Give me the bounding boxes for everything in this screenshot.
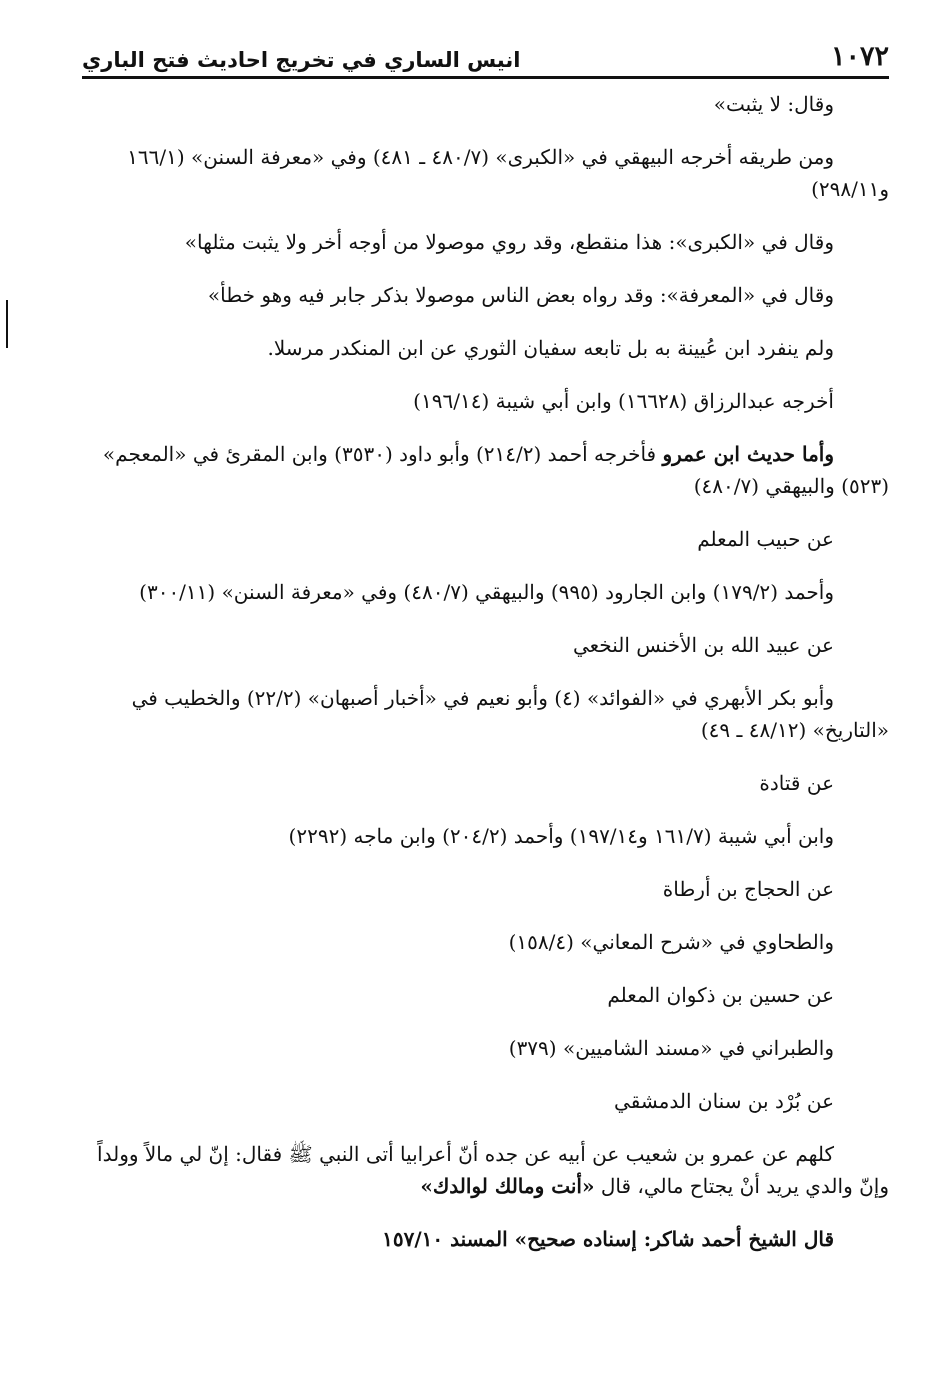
paragraph: ولم ينفرد ابن عُيينة به بل تابعه سفيان الثوري عن ابن المنكدر مرسلا.	[267, 336, 834, 360]
page-number: ١٠٧٢	[830, 41, 889, 72]
running-title: انيس الساري في تخريج احاديث فتح الباري	[82, 48, 521, 72]
paragraph: وأبو بكر الأبهري في «الفوائد» (٤) وأبو نعيم في «أخبار أصبهان» (٢٢/٢) والخطيب في «التاريخ» (٤٨/١٢ ـ ٤٩)	[131, 686, 889, 742]
hadith-quote: «أنت ومالك لوالدك»	[420, 1174, 595, 1198]
margin-mark	[6, 300, 8, 348]
paragraph: والطحاوي في «شرح المعاني» (١٥٨/٤)	[508, 930, 834, 954]
paragraph: قال الشيخ أحمد شاكر: إسناده صحيح» المسند ١٥٧/١٠	[382, 1227, 834, 1251]
page-body	[82, 88, 889, 1276]
paragraph: كلهم عن عمرو بن شعيب عن أبيه عن جده أنّ أعرابيا أتى النبي ﷺ فقال: إنّ لي مالاً وولداً وإنّ والدي يريد أنْ يجتاح مالي، قال «أنت ومالك لوالدك»	[97, 1142, 889, 1198]
paragraph: وأما حديث ابن عمرو فأخرجه أحمد (٢١٤/٢) وأبو داود (٣٥٣٠) وابن المقرئ في «المعجم» (٥٢٣) والبيهقي (٤٨٠/٧)	[102, 442, 889, 498]
paragraph: أخرجه عبدالرزاق (١٦٦٢٨) وابن أبي شيبة (١٩٦/١٤)	[413, 389, 834, 413]
page-header	[82, 30, 889, 79]
paragraph: عن بُرْد بن سنان الدمشقي	[614, 1089, 834, 1113]
paragraph: وأحمد (١٧٩/٢) وابن الجارود (٩٩٥) والبيهقي (٤٨٠/٧) وفي «معرفة السنن» (٣٠٠/١١)	[139, 580, 834, 604]
paragraph: عن حبيب المعلم	[697, 527, 834, 551]
paragraph: وقال في «الكبرى»: هذا منقطع، وقد روي موصولا من أوجه أخر ولا يثبت مثلها»	[184, 230, 834, 254]
paragraph: وابن أبي شيبة (١٦١/٧ و١٩٧/١٤) وأحمد (٢٠٤/٢) وابن ماجه (٢٢٩٢)	[288, 824, 834, 848]
paragraph: عن عبيد الله بن الأخنس النخعي	[572, 633, 834, 657]
paragraph-lead: وأما حديث ابن عمرو	[662, 442, 834, 466]
paragraph: ومن طريقه أخرجه البيهقي في «الكبرى» (٤٨٠/٧ ـ ٤٨١) وفي «معرفة السنن» (١٦٦/١ و٢٩٨/١١)	[127, 145, 889, 201]
paragraph: عن حسين بن ذكوان المعلم	[607, 983, 834, 1007]
paragraph: وقال في «المعرفة»: وقد رواه بعض الناس موصولا بذكر جابر فيه وهو خطأ»	[207, 283, 834, 307]
paragraph: عن الحجاج بن أرطاة	[662, 877, 834, 901]
paragraph: والطبراني في «مسند الشاميين» (٣٧٩)	[508, 1036, 834, 1060]
paragraph: عن قتادة	[759, 771, 834, 795]
paragraph: وقال: لا يثبت»	[713, 92, 834, 116]
